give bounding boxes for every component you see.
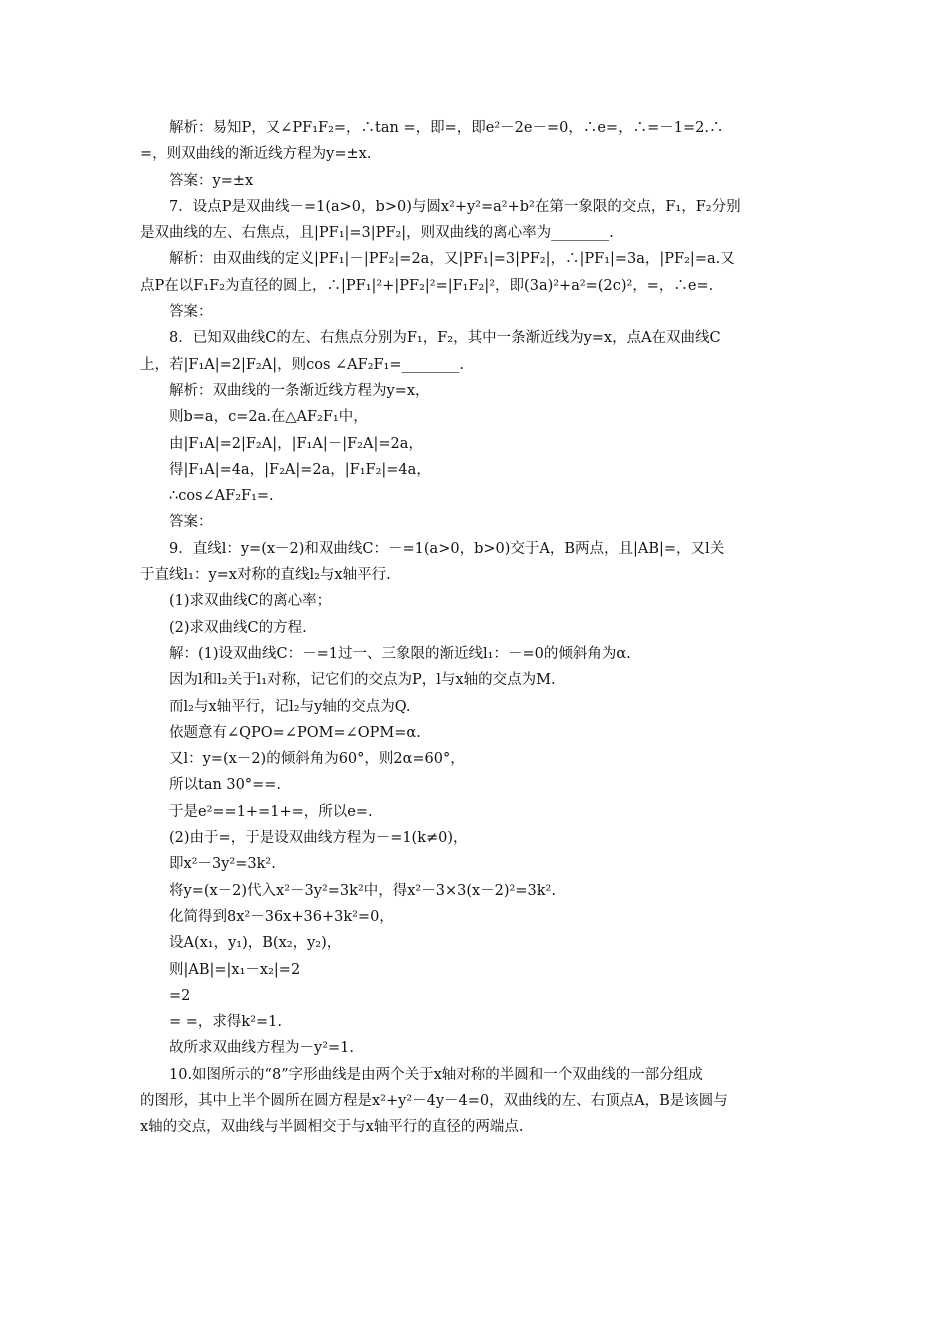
text-line: 7．设点P是双曲线－=1(a>0，b>0)与圆x²+y²=a²+b²在第一象限的交点，F₁，F₂分别 bbox=[169, 198, 741, 215]
text-line: 将y=(x－2)代入x²－3y²=3k²中，得x²－3×3(x－2)²=3k². bbox=[169, 882, 556, 899]
text-line: 的图形，其中上半个圆所在圆方程是x²+y²－4y－4=0，双曲线的左、右顶点A，B是该圆与 bbox=[140, 1092, 728, 1109]
text-line: 10.如图所示的“8”字形曲线是由两个关于x轴对称的半圆和一个双曲线的一部分组成 bbox=[169, 1066, 703, 1083]
text-line: = =，求得k²=1. bbox=[169, 1014, 282, 1031]
text-line: 又l：y=(x－2)的倾斜角为60°，则2α=60°， bbox=[169, 751, 465, 768]
text-line: 解：(1)设双曲线C：－=1过一、三象限的渐近线l₁：－=0的倾斜角为α. bbox=[169, 645, 631, 662]
text-line: 9．直线l：y=(x－2)和双曲线C：－=1(a>0，b>0)交于A，B两点，且|AB|=，又l关 bbox=[169, 540, 725, 557]
text-line: 依题意有∠QPO=∠POM=∠OPM=α. bbox=[169, 724, 421, 741]
text-line: 答案：y=±x bbox=[169, 172, 254, 189]
text-line: 而l₂与x轴平行，记l₂与y轴的交点为Q. bbox=[169, 698, 411, 715]
text-line: 点P在以F₁F₂为直径的圆上，∴|PF₁|²+|PF₂|²=|F₁F₂|²，即(3a)²+a²=(2c)²，=，∴e=. bbox=[140, 277, 714, 294]
text-line: 于直线l₁：y=x对称的直线l₂与x轴平行. bbox=[140, 567, 391, 584]
text-line: 上，若|F₁A|=2|F₂A|，则cos ∠AF₂F₁=________. bbox=[140, 356, 465, 373]
text-line: ∴cos∠AF₂F₁=. bbox=[169, 488, 274, 505]
text-line: =，则双曲线的渐近线方程为y=±x. bbox=[140, 146, 372, 163]
text-line: 由|F₁A|=2|F₂A|，|F₁A|－|F₂A|=2a， bbox=[169, 435, 423, 452]
text-line: 答案： bbox=[169, 304, 213, 321]
text-line: 解析：双曲线的一条渐近线方程为y=x， bbox=[169, 382, 430, 399]
text-line: 化简得到8x²－36x+36+3k²=0， bbox=[169, 908, 394, 925]
text-line: 解析：易知P，又∠PF₁F₂=，∴tan =，即=，即e²－2e－=0，∴e=，∴=－1=2.∴ bbox=[169, 120, 724, 136]
text-line: 因为l和l₂关于l₁对称，记它们的交点为P，l与x轴的交点为M. bbox=[169, 672, 556, 689]
text-line: 得|F₁A|=4a，|F₂A|=2a，|F₁F₂|=4a， bbox=[169, 461, 431, 478]
text-line: x轴的交点，双曲线与半圆相交于与x轴平行的直径的两端点. bbox=[140, 1119, 524, 1136]
text-line: 故所求双曲线方程为－y²=1. bbox=[169, 1040, 354, 1057]
text-line: (2)求双曲线C的方程. bbox=[169, 619, 307, 636]
text-line: (1)求双曲线C的离心率； bbox=[169, 593, 332, 610]
text-line: 则|AB|=|x₁－x₂|=2 bbox=[169, 961, 301, 978]
text-line: 是双曲线的左、右焦点，且|PF₁|=3|PF₂|，则双曲线的离心率为________. bbox=[140, 225, 614, 242]
text-line: (2)由于=，于是设双曲线方程为－=1(k≠0)， bbox=[169, 830, 468, 847]
text-line: 则b=a，c=2a.在△AF₂F₁中， bbox=[169, 409, 368, 426]
text-line: 解析：由双曲线的定义|PF₁|－|PF₂|=2a，又|PF₁|=3|PF₂|，∴|PF₁|=3a，|PF₂|=a.又 bbox=[169, 251, 735, 268]
text-line: 即x²－3y²=3k². bbox=[169, 856, 276, 873]
document-page bbox=[140, 115, 820, 1141]
text-line: 所以tan 30°==. bbox=[169, 777, 282, 794]
text-line: 于是e²==1+=1+=，所以e=. bbox=[169, 803, 373, 820]
text-line: 设A(x₁，y₁)，B(x₂，y₂)， bbox=[169, 935, 342, 952]
text-line: 答案： bbox=[169, 514, 213, 531]
text-line: =2 bbox=[169, 987, 191, 1004]
text-line: 8．已知双曲线C的左、右焦点分别为F₁，F₂，其中一条渐近线为y=x，点A在双曲线C bbox=[169, 330, 721, 347]
